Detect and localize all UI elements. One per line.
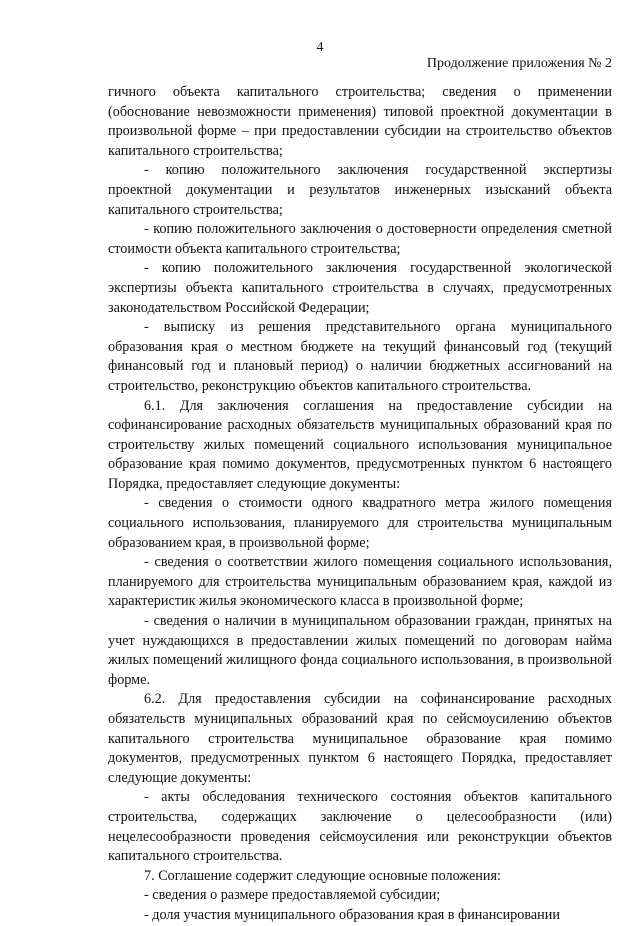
paragraph: 6.1. Для заключения соглашения на предоставление субсидии на софинансирование расходных обязательств муниципальных образований края по строительству жилых помещений социального использования муниципальное образование края помимо документов, предусмотренных пунктом 6 настоящего Порядка, предоставляет следующие документы: bbox=[108, 397, 612, 492]
paragraph: - копию положительного заключения государственной экологической экспертизы объекта капитального строительства в случаях, предусмотренных законодательством Российской Федерации; bbox=[108, 260, 612, 316]
paragraph: - сведения о размере предоставляемой субсидии; bbox=[144, 887, 441, 904]
body-text bbox=[108, 83, 612, 926]
paragraph: - выписку из решения представительного органа муниципального образования края о местном бюджете на текущий финансовый год (текущий финансовый год и плановый период) о наличии бюджетных ассигнований на строительство, реконструкцию объектов капитального строительства. bbox=[108, 319, 612, 394]
paragraph: - акты обследования технического состояния объектов капитального строительства, содержащих заключение о целесообразности (или) нецелесообразности проведения сейсмоусиления или реконструкции объектов капитального строительства. bbox=[108, 789, 612, 865]
paragraph: - сведения о соответствии жилого помещения социального использования, планируемого для строительства муниципальным образованием края, каждой из характеристик жилья экономического класса в произвольной форме; bbox=[108, 554, 612, 610]
paragraph: - доля участия муниципального образования края в финансировании bbox=[144, 906, 560, 923]
paragraph: 7. Соглашение содержит следующие основные положения: bbox=[144, 867, 501, 884]
paragraph: - копию положительного заключения государственной экспертизы проектной документации и результатов инженерных изысканий объекта капитального строительства; bbox=[108, 162, 612, 218]
page-number: 4 bbox=[316, 40, 324, 55]
paragraph: - сведения о стоимости одного квадратного метра жилого помещения социального использования, планируемого для строительства муниципальным образованием края, в произвольной форме; bbox=[108, 495, 612, 551]
paragraph: 6.2. Для предоставления субсидии на софинансирование расходных обязательств муниципальных образований края по сейсмоусилению объектов капитального строительства муниципальное образование края помимо документов, предусмотренных пунктом 6 настоящего Порядка, предоставляет следующие документы: bbox=[108, 691, 612, 786]
paragraph: - сведения о наличии в муниципальном образовании граждан, принятых на учет нуждающихся в предоставлении жилых помещений по договорам найма жилых помещений жилищного фонда социального использования, в произвольной форме. bbox=[108, 613, 612, 688]
paragraph: - копию положительного заключения о достоверности определения сметной стоимости объекта капитального строительства; bbox=[108, 221, 612, 257]
continuation-label: Продолжение приложения № 2 bbox=[426, 56, 612, 71]
paragraph: гичного объекта капитального строительства; сведения о применении (обоснование невозможности применения) типовой проектной документации в произвольной форме – при предоставлении субсидии на строительство объектов капитального строительства; bbox=[108, 84, 612, 159]
